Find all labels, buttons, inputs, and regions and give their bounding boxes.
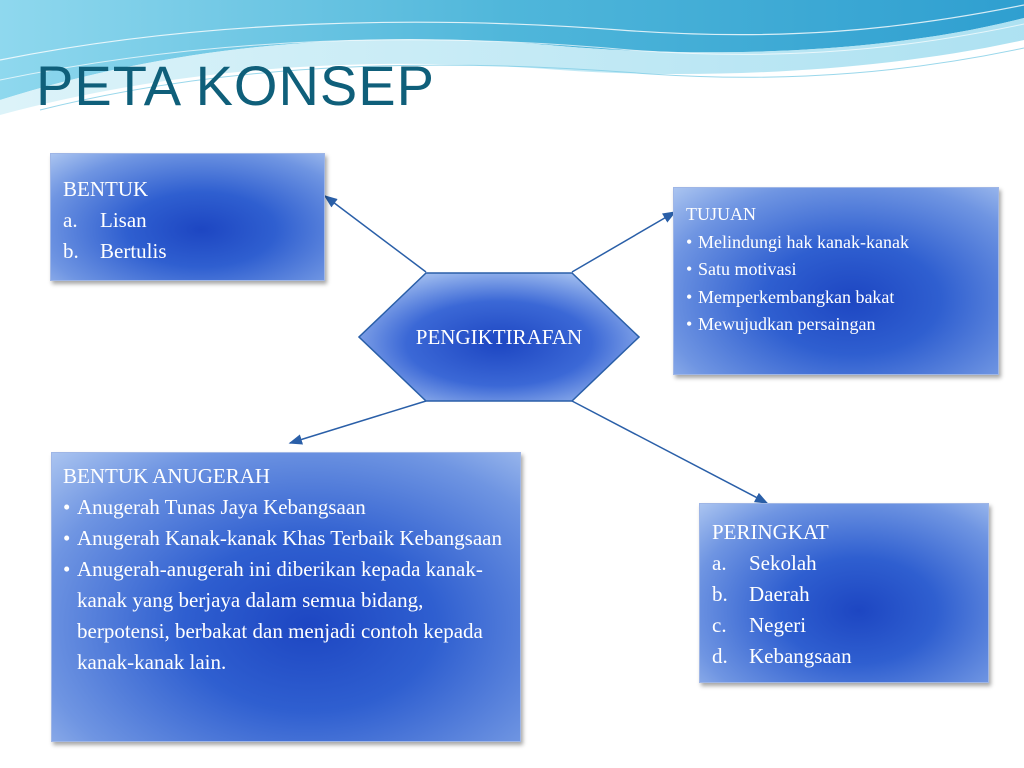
list-item (712, 641, 976, 672)
tujuan-list (686, 229, 986, 339)
list-item (686, 256, 986, 284)
tujuan-box (673, 187, 999, 375)
bullet-marker: • (63, 557, 71, 581)
list-item-text: Lisan (100, 208, 147, 232)
list-marker: b. (712, 582, 728, 606)
bentuk-anugerah-list (63, 492, 509, 678)
list-item-text: Kebangsaan (749, 644, 852, 668)
list-item (686, 229, 986, 257)
list-item (63, 554, 509, 678)
bullet-marker: • (63, 526, 71, 550)
list-marker: d. (712, 644, 728, 668)
list-item (712, 548, 976, 579)
list-item (712, 610, 976, 641)
bullet-marker: • (686, 259, 693, 279)
list-marker: c. (712, 613, 727, 637)
list-item (63, 523, 509, 554)
bentuk-anugerah-box (51, 452, 521, 742)
bullet-marker: • (686, 286, 693, 307)
list-item-text: Daerah (749, 582, 810, 606)
arrow-to-bentuk-anugerah (290, 401, 426, 443)
list-item-text: Bertulis (100, 239, 167, 263)
tujuan-heading: TUJUAN (686, 204, 756, 224)
arrow-to-tujuan (572, 212, 675, 272)
arrow-to-bentuk (325, 196, 426, 272)
list-item-text: Mewujudkan persaingan (698, 314, 876, 334)
list-item-text: Memperkembangkan bakat (698, 286, 895, 307)
list-item-text: Melindungi hak kanak-kanak (698, 231, 909, 252)
bullet-marker: • (686, 231, 693, 252)
list-marker: b. (63, 239, 79, 263)
list-item (712, 579, 976, 610)
peringkat-box (699, 503, 989, 683)
list-item-text: Satu motivasi (698, 259, 797, 279)
bentuk-anugerah-heading: BENTUK ANUGERAH (63, 464, 271, 488)
peringkat-list (712, 548, 976, 672)
list-item (63, 492, 509, 523)
bullet-marker: • (686, 314, 693, 334)
bentuk-box (50, 153, 325, 281)
list-item (686, 311, 986, 339)
list-item-text: Anugerah-anugerah ini diberikan kepada kanak-kanak yang berjaya dalam semua bidang, berpotensi, berbakat dan menjadi contoh kepada kanak-kanak lain. (77, 557, 483, 674)
slide-title: PETA KONSEP (36, 54, 435, 117)
list-item-text: Negeri (749, 613, 807, 637)
list-item-text: Sekolah (749, 551, 817, 575)
list-item (686, 284, 986, 312)
bentuk-heading: BENTUK (63, 177, 149, 201)
arrow-to-peringkat (572, 401, 767, 503)
list-item-text: Anugerah Kanak-kanak Khas Terbaik Kebangsaan (77, 526, 502, 550)
list-item-text: Anugerah Tunas Jaya Kebangsaan (77, 495, 366, 519)
peringkat-heading: PERINGKAT (712, 520, 829, 544)
center-hexagon (358, 272, 640, 402)
bullet-marker: • (63, 495, 71, 519)
bentuk-list (63, 205, 312, 267)
list-item (63, 236, 312, 267)
list-item (63, 205, 312, 236)
list-marker: a. (63, 208, 78, 232)
list-marker: a. (712, 551, 727, 575)
center-label: PENGIKTIRAFAN (415, 324, 583, 349)
